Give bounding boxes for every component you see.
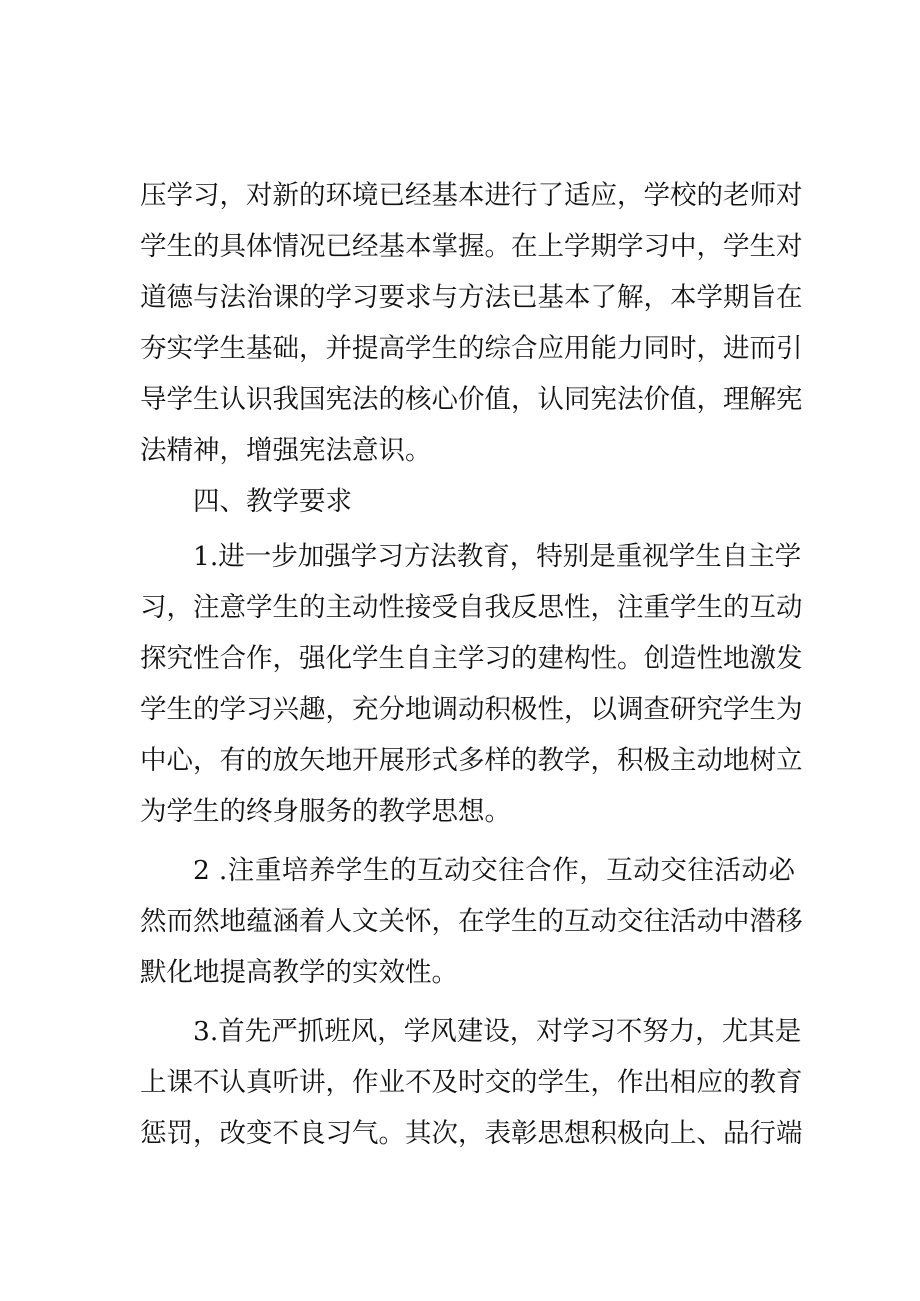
document-body xyxy=(140,170,803,1159)
text-line: 2 .注重培养学生的互动交往合作，互动交往活动必 xyxy=(193,855,795,886)
text-line: 中心，有的放矢地开展形式多样的教学，积极主动地树立 xyxy=(140,745,803,776)
text-line: 1.进一步加强学习方法教育，特别是重视学生自主学 xyxy=(193,541,802,572)
paragraph-item-2 xyxy=(140,845,803,998)
text-line: 法精神，增强宪法意识。 xyxy=(140,435,432,466)
paragraph-item-3 xyxy=(140,1006,803,1159)
paragraph-intro xyxy=(140,170,803,476)
text-line: 习，注意学生的主动性接受自我反思性，注重学生的互动 xyxy=(140,592,803,623)
text-line: 道德与法治课的学习要求与方法已基本了解，本学期旨在 xyxy=(140,282,803,313)
text-line: 默化地提高教学的实效性。 xyxy=(140,957,458,988)
text-line: 压学习，对新的环境已经基本进行了适应，学校的老师对 xyxy=(140,180,803,211)
text-line: 上课不认真听讲，作业不及时交的学生，作出相应的教育 xyxy=(140,1067,803,1098)
text-line: 3.首先严抓班风，学风建设，对学习不努力，尤其是 xyxy=(193,1016,802,1047)
text-line: 学生的具体情况已经基本掌握。在上学期学习中，学生对 xyxy=(140,231,803,262)
section-heading: 四、教学要求 xyxy=(193,486,352,517)
text-line: 导学生认识我国宪法的核心价值，认同宪法价值，理解宪 xyxy=(140,384,803,415)
text-line: 探究性合作，强化学生自主学习的建构性。创造性地激发 xyxy=(140,643,803,674)
text-line: 惩罚，改变不良习气。其次，表彰思想积极向上、品行端 xyxy=(140,1118,803,1149)
text-line: 学生的学习兴趣，充分地调动积极性，以调查研究学生为 xyxy=(140,694,803,725)
text-line: 夯实学生基础，并提高学生的综合应用能力同时，进而引 xyxy=(140,333,803,364)
text-line: 然而然地蕴涵着人文关怀，在学生的互动交往活动中潜移 xyxy=(140,906,803,937)
text-line: 为学生的终身服务的教学思想。 xyxy=(140,796,511,827)
paragraph-item-1 xyxy=(140,531,803,837)
